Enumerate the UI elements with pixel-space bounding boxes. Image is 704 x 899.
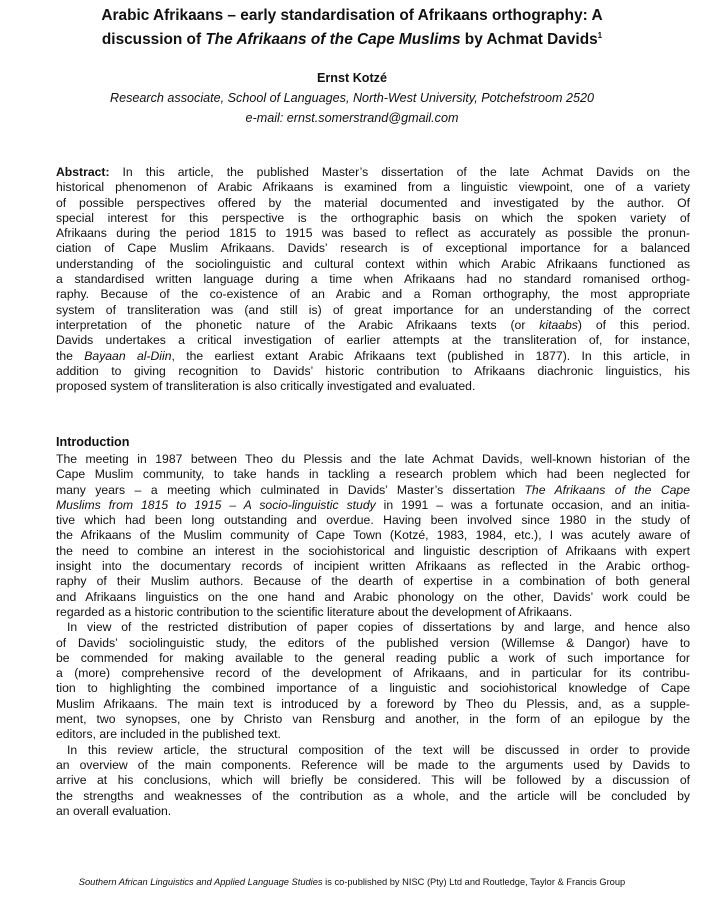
intro-line: editors, are included in the published text. <box>56 727 281 742</box>
author-affiliation: Research associate, School of Languages, North-West University, Potchefstroom 2520 <box>110 91 594 105</box>
intro-line: Muslim Afrikaans. The main text is introduced by a foreword by Theo du Plessis, and, as a supple- <box>56 696 690 711</box>
intro-line: the Afrikaans of the Muslim community of Cape Town (Kotzé, 1983, 1984, etc.), I was acutely aware of <box>56 528 690 543</box>
intro-line: arrive at his conclusions, which will briefly be considered. This will be followed by a discussion of <box>56 773 690 788</box>
intro-line: In this review article, the structural composition of the text will be discussed in order to provide <box>67 742 690 757</box>
intro-line: In view of the restricted distribution of paper copies of dissertations by and large, and hence also <box>67 620 690 635</box>
intro-line: a (more) comprehensive record of the development of Afrikaans, and in particular for its contribu- <box>56 666 690 681</box>
intro-line: tion to highlighting the combined importance of a linguistic and sociohistorical knowledge of Cape <box>56 681 690 696</box>
introduction-body <box>56 452 690 819</box>
intro-line: an overview of the main components. Reference will be made to the arguments used by Davids to <box>56 757 690 772</box>
abstract-line: , the earliest extant Arabic Afrikaans text (published in 1877). In this article, in <box>171 348 690 363</box>
article-title <box>40 6 664 50</box>
abstract-line: Davids undertakes a critical investigation of earlier attempts at the transliteration of, for instance, <box>56 333 690 348</box>
abstract-line: interpretation of the phonetic nature of the Arabic Afrikaans texts (or <box>56 317 540 332</box>
intro-line: raphy of their Muslim authors. Because of the dearth of expertise in a combination of both general <box>56 574 690 589</box>
publisher-text: is co-published by NISC (Pty) Ltd and Routledge, Taylor & Francis Group <box>322 877 626 887</box>
abstract-line: the <box>56 348 85 363</box>
abstract-label: Abstract: <box>56 165 110 179</box>
intro-line: insight into the documentary records of incipient written Afrikaans as reflected in the Arabic orthog- <box>56 559 690 574</box>
title-line-2-pre: discussion of <box>101 31 206 49</box>
abstract-term-bayaan: Bayaan al-Diin <box>84 348 172 363</box>
intro-line: many years – a meeting which culminated in Davids’ Master’s dissertation <box>56 482 525 497</box>
intro-line: an overall evaluation. <box>56 803 172 818</box>
abstract-line: raphy. Because of the co-existence of an Arabic and a Roman orthography, the most appropriate <box>56 287 690 302</box>
author-email: e-mail: ernst.somerstrand@gmail.com <box>245 111 459 125</box>
intro-line: tive which had been long outstanding and overdue. Having been involved since 1980 in the study of <box>56 513 690 528</box>
intro-line: the need to combine an interest in the sociohistorical and linguistic description of Afrikaans with expert <box>56 543 690 558</box>
title-line-1: Arabic Afrikaans – early standardisation of Afrikaans orthography: A <box>101 7 603 24</box>
abstract-line: system of transliteration was (and still is) of great importance for an understanding of the correct <box>56 302 690 317</box>
intro-line: in 1991 – was a fortunate occasion, and an initia- <box>375 497 690 512</box>
abstract-line: Afrikaans during the period 1815 to 1915 was based to reflect as accurately as possible the pronun- <box>56 226 690 241</box>
abstract-line: addition to giving recognition to Davids’ historic contribution to Afrikaans diachronic linguistics, his <box>56 363 690 378</box>
intro-dissertation-title: The Afrikaans of the Cape <box>524 482 690 497</box>
abstract-line: historical phenomenon of Arabic Afrikaans is examined from a linguistic viewpoint, one of a variety <box>56 180 690 195</box>
author-name: Ernst Kotzé <box>317 71 387 85</box>
intro-line: and Afrikaans linguistics on the one hand and Arabic phonology on the other, Davids’ work could be <box>56 589 690 604</box>
introduction-heading: Introduction <box>56 435 130 449</box>
abstract-line: In this article, the published Master’s dissertation of the late Achmat Davids on the <box>109 165 690 179</box>
abstract-term-kitaabs: kitaabs <box>539 317 578 332</box>
abstract-line: ) of this period. <box>577 317 690 332</box>
title-line-2-post: by Achmat Davids <box>460 31 598 49</box>
title-footnote-mark: 1 <box>597 31 603 40</box>
intro-line: regarded as a historic contribution to the scientific literature about the development of Afrikaans. <box>56 604 573 619</box>
abstract-line: understanding of the sociolinguistic and cultural context within which Arabic Afrikaans functioned as <box>56 256 690 271</box>
intro-line: The meeting in 1987 between Theo du Plessis and the late Achmat Davids, well-known historian of the <box>56 452 690 466</box>
abstract-line: of possible perspectives offered by the material documented and investigated by the author. Of <box>56 195 690 210</box>
abstract-line: ciation of Cape Muslim Afrikaans. Davids’ research is of exceptional importance for a balanced <box>56 241 690 256</box>
intro-line: be commended for making available to the general reading public a work of such importance for <box>56 650 690 665</box>
intro-line: Cape Muslim community, to take hands in tackling a research problem which had been neglected for <box>56 467 690 482</box>
intro-dissertation-title: Muslims from 1815 to 1915 – A socio-linguistic study <box>56 497 376 512</box>
intro-line: ment, two synopses, one by Christo van Rensburg and another, in the form of an epilogue by the <box>56 712 690 727</box>
abstract-line: a standardised written language during a time when Afrikaans had no standard romanised orthog- <box>56 272 690 287</box>
journal-footer <box>40 876 664 888</box>
abstract-line: special interest for this perspective is the orthographic basis on which the spoken variety of <box>56 210 690 225</box>
title-book-name: The Afrikaans of the Cape Muslims <box>205 31 461 49</box>
intro-line: the strengths and weaknesses of the contribution as a whole, and the article will be concluded by <box>56 788 690 803</box>
intro-line: of Davids’ sociolinguistic study, the editors of the published version (Willemse & Dangor) have to <box>56 635 690 650</box>
abstract-paragraph <box>56 165 690 394</box>
abstract-line: proposed system of transliteration is also critically investigated and evaluated. <box>56 379 476 394</box>
journal-name: Southern African Linguistics and Applied Language Studies <box>78 877 323 887</box>
